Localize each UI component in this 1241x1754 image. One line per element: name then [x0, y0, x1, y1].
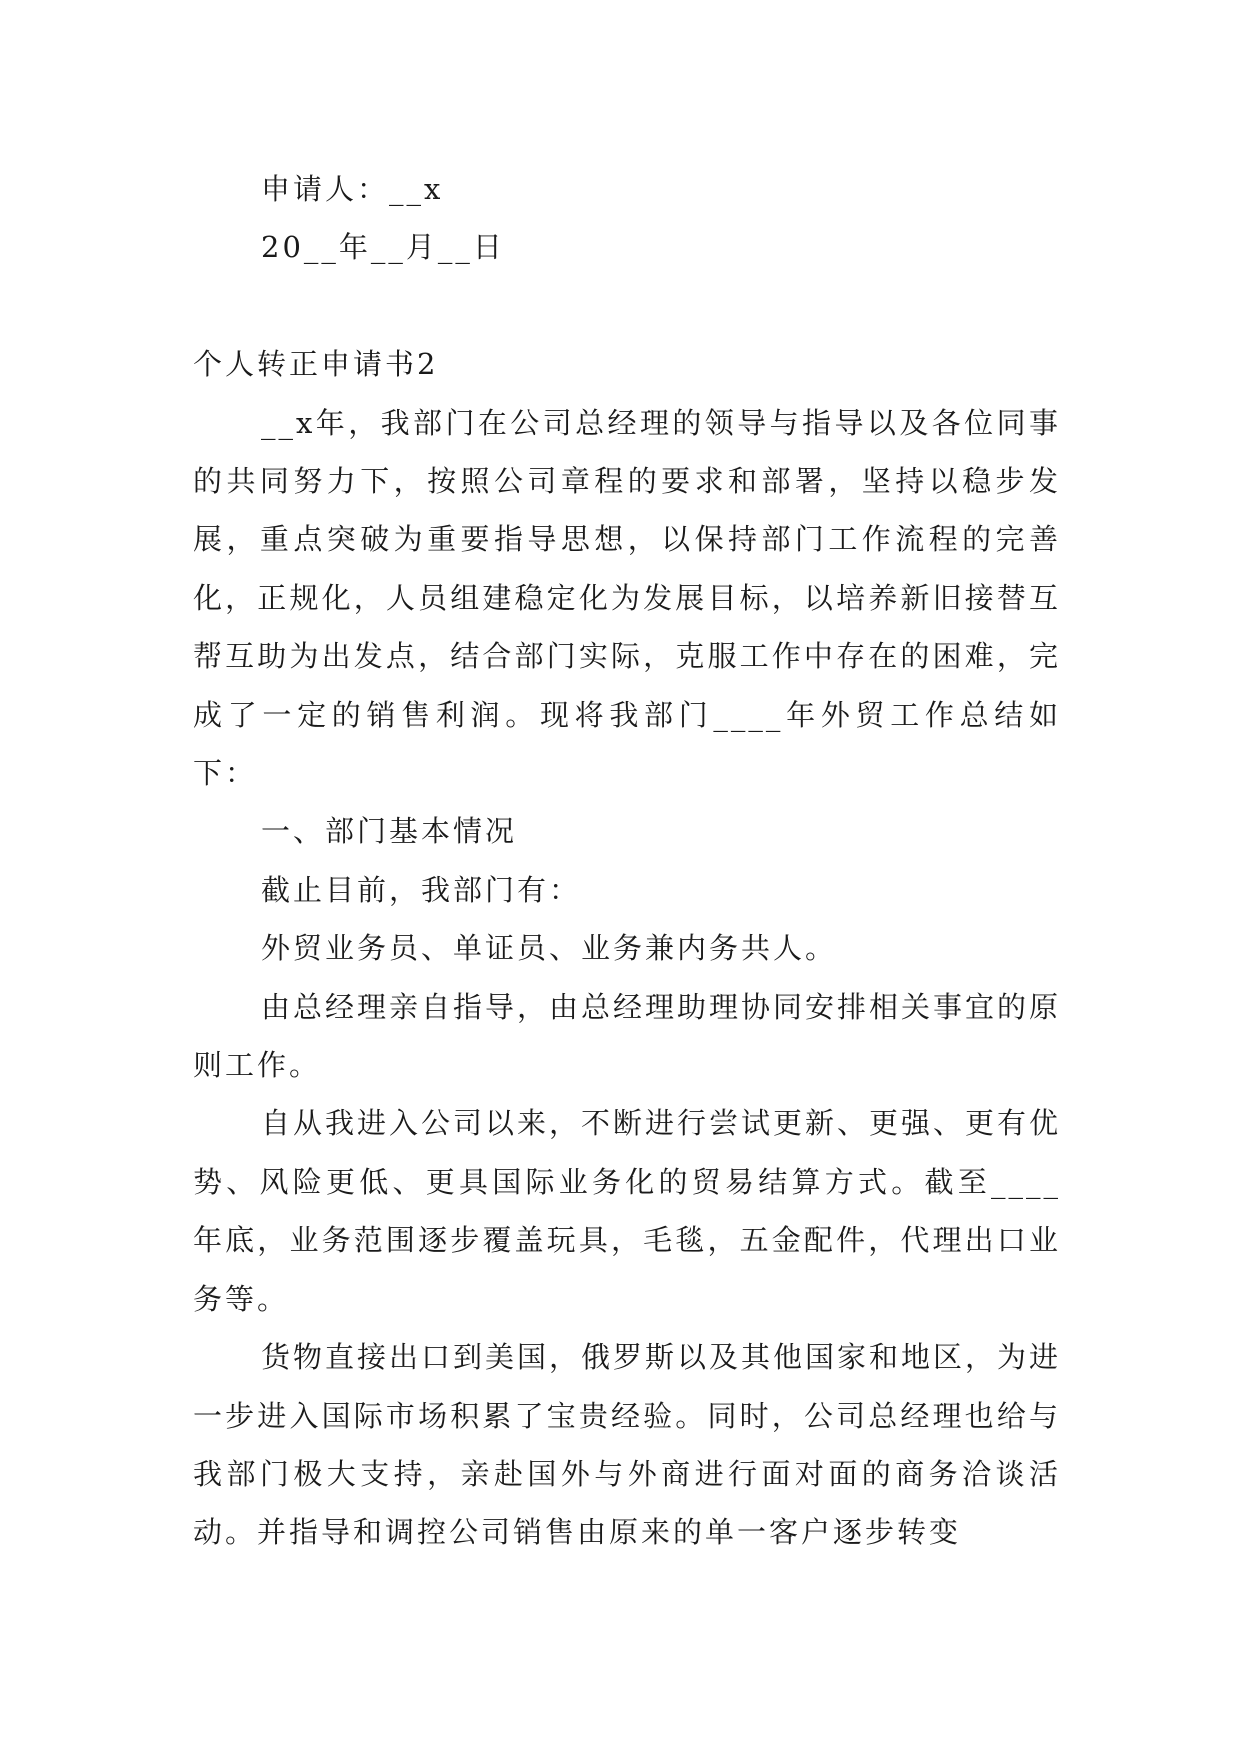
- document-body: [193, 160, 1061, 1562]
- paragraph-staff-list: 外贸业务员、单证员、业务兼内务共人。: [261, 931, 838, 966]
- paragraph-export-markets: 货物直接出口到美国，俄罗斯以及其他国家和地区，为进一步进入国际市场积累了宝贵经验。同时，公司总经理也给与我部门极大支持，亲赴国外与外商进行面对面的商务洽谈活动。并指导和调控公司销售由原来的单一客户逐步转变: [193, 1340, 1062, 1550]
- paragraph-management: 由总经理亲自指导，由总经理助理协同安排相关事宜的原则工作。: [193, 989, 1062, 1083]
- paragraph-heading-department: 一、部门基本情况: [261, 814, 518, 849]
- date-line: 20__年__月__日: [261, 230, 505, 265]
- paragraph-summary-intro: __x年，我部门在公司总经理的领导与指导以及各位同事的共同努力下，按照公司章程的要求和部署，坚持以稳步发展，重点突破为重要指导思想，以保持部门工作流程的完善化，正规化，人员组建稳定化为发展目标，以培养新旧接替互帮互助为出发点，结合部门实际，克服工作中存在的困难，完成了一定的销售利润。现将我部门____年外贸工作总结如下：: [193, 405, 1061, 791]
- blank-line: [193, 277, 1061, 335]
- paragraph-business-scope: 自从我进入公司以来，不断进行尝试更新、更强、更有优势、风险更低、更具国际业务化的贸易结算方式。截至____年底，业务范围逐步覆盖玩具，毛毯，五金配件，代理出口业务等。: [193, 1106, 1062, 1316]
- paragraph-staff-intro: 截止目前，我部门有：: [261, 872, 582, 907]
- section-title: 个人转正申请书2: [193, 347, 439, 382]
- applicant-line: 申请人：__x: [261, 172, 444, 206]
